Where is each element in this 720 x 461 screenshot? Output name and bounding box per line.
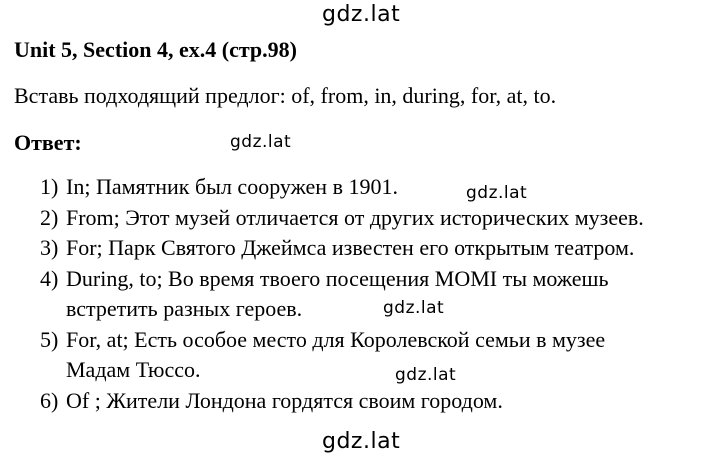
item-text: In; Памятник был сооружен в 1901. [66, 174, 398, 199]
answer-item [40, 325, 644, 356]
answer-label: Ответ: [14, 130, 82, 155]
item-number: 1) [40, 174, 59, 199]
answer-item [40, 172, 644, 203]
item-number: 3) [40, 235, 59, 260]
item-text: From; Этот музей отличается от других исторических музеев. [66, 204, 644, 230]
item-number: 6) [40, 387, 59, 413]
item-number: 4) [40, 265, 59, 291]
item-text: For, at; Есть особое место для Королевской семьи в музее [66, 326, 606, 352]
watermark-item4: gdz.lat [383, 298, 445, 318]
answer-item-continuation [40, 355, 644, 386]
watermark-bottom: gdz.lat [322, 429, 401, 454]
watermark-item5: gdz.lat [395, 365, 457, 385]
answer-item [40, 386, 644, 417]
answer-item-continuation [40, 294, 644, 325]
item-number: 5) [40, 326, 59, 352]
answer-list [40, 172, 644, 416]
item-text: Мадам Тюссо. [66, 357, 201, 382]
answer-item [40, 233, 644, 264]
item-text: Of ; Жители Лондона гордятся своим городом. [66, 387, 503, 413]
item-number: 2) [40, 204, 59, 230]
watermark-top: gdz.lat [322, 2, 401, 27]
item-text: For; Парк Святого Джеймса известен его открытым театром. [66, 235, 635, 260]
exercise-title: Unit 5, Section 4, ex.4 (стр.98) [14, 37, 297, 62]
answer-item [40, 203, 644, 234]
item-text: встретить разных героев. [66, 296, 303, 321]
answer-item [40, 264, 644, 295]
item-text: During, to; Во время твоего посещения MOMI ты можешь [66, 265, 609, 291]
exercise-instruction: Вставь подходящий предлог: of, from, in, during, for, at, to. [14, 83, 557, 108]
watermark-item1: gdz.lat [466, 183, 528, 203]
watermark-answer: gdz.lat [230, 132, 292, 152]
